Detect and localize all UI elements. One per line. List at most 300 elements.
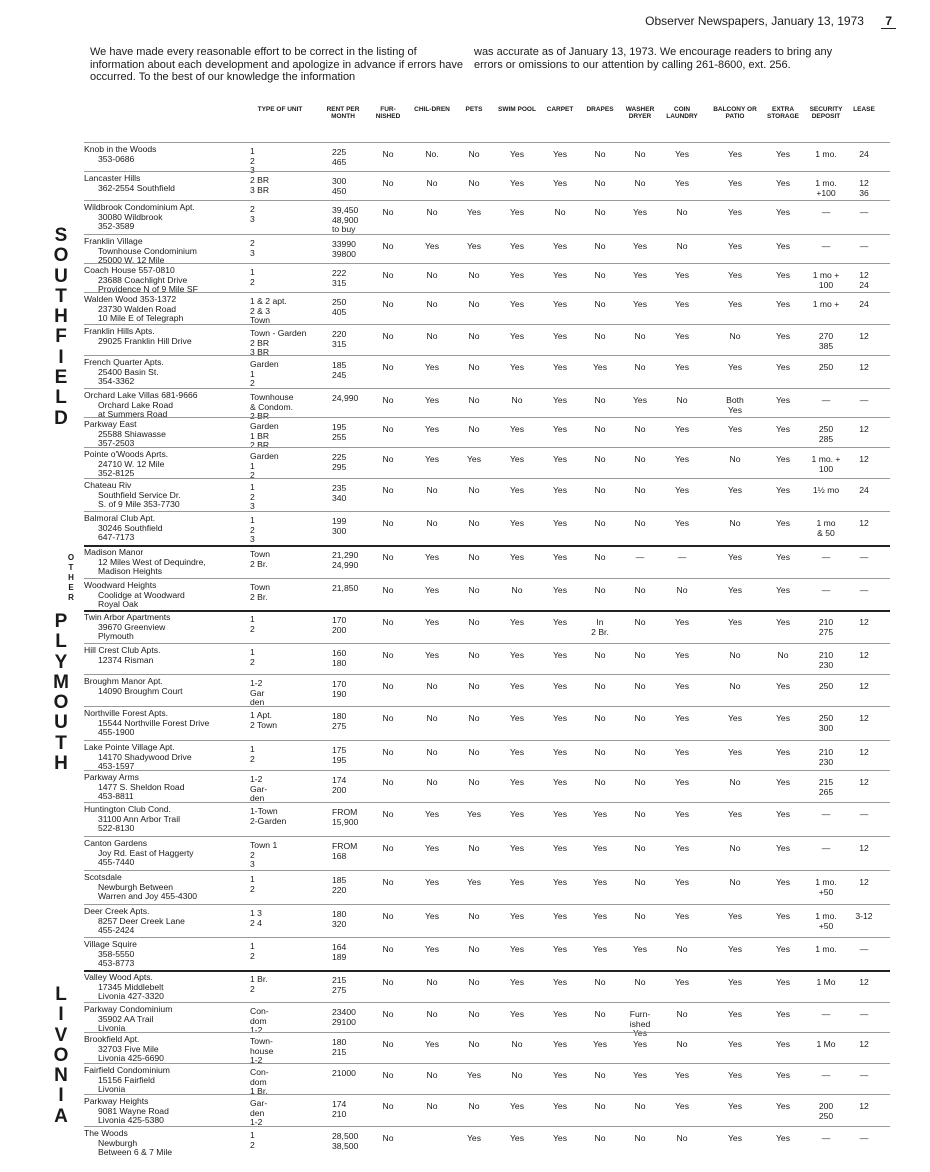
column-header: SECURITY DEPOSIT bbox=[809, 106, 843, 120]
development-name: Canton Gardens bbox=[84, 838, 148, 848]
rent-per-month: 225 295 bbox=[332, 452, 347, 472]
extra-storage-value: Yes bbox=[775, 1009, 791, 1019]
coin-laundry-value: Yes bbox=[674, 299, 690, 309]
security-deposit-value: 1 mo. +50 bbox=[815, 877, 837, 897]
pets-value: No bbox=[468, 1101, 480, 1111]
extra-storage-value: Yes bbox=[775, 518, 791, 528]
development-name: Parkway East bbox=[84, 419, 137, 429]
coin-laundry-value: Yes bbox=[674, 424, 690, 434]
security-deposit-value: 210 230 bbox=[818, 650, 834, 670]
carpet-value: Yes bbox=[552, 777, 568, 787]
lease-value: 12 bbox=[859, 1101, 869, 1111]
swim-pool-value: Yes bbox=[509, 650, 525, 660]
rent-per-month: 160 180 bbox=[332, 648, 347, 668]
rent-per-month: 174 200 bbox=[332, 775, 347, 795]
development-detail: 455-1900 bbox=[98, 727, 135, 738]
pets-value: Yes bbox=[466, 1133, 482, 1143]
pets-value: No bbox=[468, 270, 480, 280]
column-header: CARPET bbox=[546, 106, 574, 113]
lease-value: 12 bbox=[859, 331, 869, 341]
children-value: No bbox=[426, 485, 438, 495]
development-detail: 23688 Coachlight Drive bbox=[98, 274, 188, 285]
children-value: No bbox=[426, 1009, 438, 1019]
pets-value: No bbox=[468, 1009, 480, 1019]
development-name-cell bbox=[84, 677, 244, 696]
balcony-patio-value: Yes bbox=[727, 1133, 743, 1143]
table-row bbox=[84, 1126, 890, 1162]
development-detail: 14170 Shadywood Drive bbox=[98, 751, 192, 762]
carpet-value: Yes bbox=[552, 454, 568, 464]
table-row bbox=[84, 578, 890, 610]
children-value: Yes bbox=[424, 424, 440, 434]
development-name-cell bbox=[84, 174, 244, 193]
rent-per-month: 28,500 38,500 bbox=[332, 1131, 359, 1151]
carpet-value: Yes bbox=[552, 877, 568, 887]
carpet-value: Yes bbox=[552, 747, 568, 757]
carpet-value: Yes bbox=[552, 977, 568, 987]
table-row bbox=[84, 770, 890, 802]
coin-laundry-value: Yes bbox=[674, 681, 690, 691]
unit-type: 1 3 2 4 bbox=[250, 908, 262, 928]
extra-storage-value: Yes bbox=[775, 1101, 791, 1111]
table-row bbox=[84, 1032, 890, 1066]
development-detail: 30246 Southfield bbox=[98, 522, 163, 533]
security-deposit-value: 210 230 bbox=[818, 747, 834, 767]
section-letter: T bbox=[55, 285, 67, 307]
drapes-value: Yes bbox=[592, 944, 608, 954]
swim-pool-value: Yes bbox=[509, 747, 525, 757]
section-letter: A bbox=[54, 1105, 68, 1127]
children-value: No bbox=[426, 207, 438, 217]
column-header: FUR-NISHED bbox=[375, 106, 401, 120]
balcony-patio-value: Yes bbox=[727, 809, 743, 819]
children-value: Yes bbox=[424, 585, 440, 595]
pets-value: No bbox=[468, 1039, 480, 1049]
pets-value: No bbox=[468, 617, 480, 627]
washer-dryer-value: Furn- ished Yes bbox=[629, 1009, 651, 1039]
development-name-cell bbox=[84, 1129, 244, 1158]
table-row bbox=[84, 324, 890, 358]
security-deposit-value: — bbox=[821, 585, 831, 595]
pets-value: Yes bbox=[466, 207, 482, 217]
section-letter: R bbox=[68, 593, 74, 602]
development-detail: 31100 Ann Arbor Trail bbox=[98, 813, 181, 824]
coin-laundry-value: Yes bbox=[674, 650, 690, 660]
drapes-value: No bbox=[594, 424, 606, 434]
balcony-patio-value: Yes bbox=[727, 270, 743, 280]
extra-storage-value: Yes bbox=[775, 395, 791, 405]
lease-value: 24 bbox=[859, 299, 869, 309]
security-deposit-value: — bbox=[821, 552, 831, 562]
intro-right: was accurate as of January 13, 1973. We encourage readers to bring any errors or omissions to our attention by calling 261-8600, ext. 256. bbox=[474, 46, 833, 71]
balcony-patio-value: Yes bbox=[727, 585, 743, 595]
table-row bbox=[84, 836, 890, 870]
column-header: EXTRA STORAGE bbox=[766, 106, 800, 120]
unit-type: 1 2 bbox=[250, 744, 255, 764]
furnished-value: No bbox=[382, 681, 394, 691]
swim-pool-value: No bbox=[511, 1039, 523, 1049]
development-detail: 29025 Franklin Hill Drive bbox=[98, 335, 192, 346]
washer-dryer-value: No bbox=[634, 178, 646, 188]
table-row bbox=[84, 511, 890, 545]
extra-storage-value: Yes bbox=[775, 552, 791, 562]
lease-value: — bbox=[859, 1070, 869, 1080]
table-row bbox=[84, 263, 890, 295]
development-detail: Newburgh bbox=[98, 1137, 138, 1148]
rent-per-month: 23400 29100 bbox=[332, 1007, 356, 1027]
unit-type: 2 3 bbox=[250, 204, 255, 224]
security-deposit-value: 1 mo. bbox=[815, 944, 837, 954]
rent-per-month: 222 315 bbox=[332, 268, 347, 288]
drapes-value: No bbox=[594, 713, 606, 723]
intro-left: We have made every reasonable effort to be correct in the listing of information about each development and apologize in advance if errors have occurred. To the best of our knowledge the information bbox=[90, 46, 464, 83]
drapes-value: Yes bbox=[592, 809, 608, 819]
column-header: DRAPES bbox=[586, 106, 614, 113]
children-value: Yes bbox=[424, 617, 440, 627]
swim-pool-value: Yes bbox=[509, 1133, 525, 1143]
furnished-value: No bbox=[382, 1070, 394, 1080]
extra-storage-value: Yes bbox=[775, 617, 791, 627]
carpet-value: Yes bbox=[552, 713, 568, 723]
lease-value: 12 bbox=[859, 454, 869, 464]
development-name-cell bbox=[84, 1097, 244, 1126]
balcony-patio-value: Yes bbox=[727, 552, 743, 562]
carpet-value: Yes bbox=[552, 617, 568, 627]
swim-pool-value: Yes bbox=[509, 1009, 525, 1019]
extra-storage-value: Yes bbox=[775, 362, 791, 372]
coin-laundry-value: Yes bbox=[674, 270, 690, 280]
extra-storage-value: Yes bbox=[775, 977, 791, 987]
development-name-cell bbox=[84, 973, 244, 1002]
pets-value: No bbox=[468, 747, 480, 757]
carpet-value: Yes bbox=[552, 485, 568, 495]
rent-per-month: 180 275 bbox=[332, 711, 347, 731]
unit-type: 1-2 Gar den bbox=[250, 678, 265, 708]
drapes-value: No bbox=[594, 681, 606, 691]
development-name-cell bbox=[84, 873, 244, 902]
section-letter: H bbox=[54, 306, 68, 328]
development-name: Pointe o'Woods Aprts. bbox=[84, 449, 169, 459]
unit-type: 1 2 3 bbox=[250, 146, 255, 176]
table-row bbox=[84, 937, 890, 970]
development-name: Village Squire bbox=[84, 939, 137, 949]
development-detail: 14090 Broughm Court bbox=[98, 685, 183, 696]
development-detail: Plymouth bbox=[98, 631, 134, 642]
rent-per-month: 180 320 bbox=[332, 909, 347, 929]
section-letter: L bbox=[55, 631, 67, 653]
security-deposit-value: 250 300 bbox=[818, 713, 834, 733]
carpet-value: Yes bbox=[552, 809, 568, 819]
coin-laundry-value: No bbox=[676, 207, 688, 217]
unit-type: Garden 1 BR 2 BR bbox=[250, 421, 279, 451]
carpet-value: No bbox=[554, 207, 566, 217]
pets-value: No bbox=[468, 777, 480, 787]
column-header: BALCONY OR PATIO bbox=[713, 106, 757, 120]
development-detail: 35902 AA Trail bbox=[98, 1013, 154, 1024]
development-name-cell bbox=[84, 266, 244, 295]
pets-value: No bbox=[468, 911, 480, 921]
section-letter: L bbox=[55, 984, 67, 1005]
security-deposit-value: 1 mo & 50 bbox=[816, 518, 836, 538]
furnished-value: No bbox=[382, 207, 394, 217]
pets-value: No bbox=[468, 149, 480, 159]
development-name: Walden Wood 353-1372 bbox=[84, 294, 177, 304]
development-detail: Joy Rd. East of Haggerty bbox=[98, 847, 194, 858]
balcony-patio-value: Yes bbox=[727, 747, 743, 757]
development-detail: 353-0686 bbox=[98, 153, 135, 164]
pets-value: No bbox=[468, 331, 480, 341]
security-deposit-value: 1½ mo bbox=[812, 485, 840, 495]
children-value: Yes bbox=[424, 911, 440, 921]
rent-per-month: 235 340 bbox=[332, 483, 347, 503]
washer-dryer-value: Yes bbox=[632, 944, 648, 954]
pets-value: No bbox=[468, 424, 480, 434]
lease-value: 12 bbox=[859, 877, 869, 887]
unit-type: 2 3 bbox=[250, 238, 255, 258]
drapes-value: No bbox=[594, 241, 606, 251]
extra-storage-value: Yes bbox=[775, 299, 791, 309]
pets-value: Yes bbox=[466, 454, 482, 464]
development-detail: Orchard Lake Road bbox=[98, 399, 173, 410]
development-name: The Woods bbox=[84, 1128, 128, 1138]
lease-value: 12 bbox=[859, 843, 869, 853]
development-name-cell bbox=[84, 839, 244, 868]
development-name: Brookfield Apt. bbox=[84, 1034, 140, 1044]
development-detail: 358-5550 bbox=[98, 948, 135, 959]
children-value: Yes bbox=[424, 877, 440, 887]
security-deposit-value: 1 mo. + 100 bbox=[811, 454, 841, 474]
development-detail: 39670 Greenview bbox=[98, 621, 166, 632]
washer-dryer-value: Yes bbox=[632, 1039, 648, 1049]
rent-per-month: 21,850 bbox=[332, 583, 359, 593]
lease-value: — bbox=[859, 552, 869, 562]
children-value: No bbox=[426, 1101, 438, 1111]
development-name: Deer Creek Apts. bbox=[84, 906, 150, 916]
extra-storage-value: Yes bbox=[775, 843, 791, 853]
development-name: French Quarter Apts. bbox=[84, 357, 164, 367]
pets-value: No bbox=[468, 977, 480, 987]
carpet-value: Yes bbox=[552, 650, 568, 660]
balcony-patio-value: Yes bbox=[727, 1101, 743, 1111]
children-value: Yes bbox=[424, 944, 440, 954]
security-deposit-value: 1 mo. +50 bbox=[815, 911, 837, 931]
children-value: No bbox=[426, 270, 438, 280]
extra-storage-value: Yes bbox=[775, 270, 791, 280]
column-header: RENT PER MONTH bbox=[326, 106, 360, 120]
coin-laundry-value: Yes bbox=[674, 843, 690, 853]
development-detail: Madison Heights bbox=[98, 566, 163, 577]
pets-value: Yes bbox=[466, 809, 482, 819]
drapes-value: Yes bbox=[592, 843, 608, 853]
unit-type: 1 Br. 2 bbox=[250, 974, 268, 994]
furnished-value: No bbox=[382, 454, 394, 464]
furnished-value: No bbox=[382, 299, 394, 309]
furnished-value: No bbox=[382, 617, 394, 627]
development-name-cell bbox=[84, 145, 244, 164]
washer-dryer-value: Yes bbox=[632, 1070, 648, 1080]
development-name: Fairfield Condominium bbox=[84, 1065, 170, 1075]
children-value: No bbox=[426, 299, 438, 309]
children-value: Yes bbox=[424, 1039, 440, 1049]
development-name-cell bbox=[84, 295, 244, 324]
children-value: No bbox=[426, 178, 438, 188]
children-value: No bbox=[426, 747, 438, 757]
balcony-patio-value: Yes bbox=[727, 617, 743, 627]
development-detail: 455-7440 bbox=[98, 857, 135, 868]
washer-dryer-value: — bbox=[635, 552, 645, 562]
children-value: Yes bbox=[424, 552, 440, 562]
washer-dryer-value: No bbox=[634, 331, 646, 341]
development-detail: Warren and Joy 455-4300 bbox=[98, 891, 198, 902]
furnished-value: No bbox=[382, 178, 394, 188]
unit-type: 1 & 2 apt. 2 & 3 Town bbox=[250, 296, 287, 326]
lease-value: 12 bbox=[859, 617, 869, 627]
carpet-value: Yes bbox=[552, 149, 568, 159]
section-letter: O bbox=[67, 553, 75, 562]
swim-pool-value: Yes bbox=[509, 944, 525, 954]
security-deposit-value: 1 Mo bbox=[816, 1039, 836, 1049]
table-row bbox=[84, 478, 890, 511]
furnished-value: No bbox=[382, 1133, 394, 1143]
development-detail: 9081 Wayne Road bbox=[98, 1105, 169, 1116]
development-detail: Providence N of 9 Mile SF bbox=[98, 284, 198, 295]
carpet-value: Yes bbox=[552, 424, 568, 434]
rent-per-month: 250 405 bbox=[332, 297, 347, 317]
lease-value: — bbox=[859, 207, 869, 217]
pets-value: No bbox=[468, 178, 480, 188]
swim-pool-value: Yes bbox=[509, 454, 525, 464]
pets-value: No bbox=[468, 485, 480, 495]
carpet-value: Yes bbox=[552, 241, 568, 251]
swim-pool-value: Yes bbox=[509, 713, 525, 723]
development-name: Franklin Village bbox=[84, 236, 143, 246]
washer-dryer-value: Yes bbox=[632, 395, 648, 405]
drapes-value: No bbox=[594, 1101, 606, 1111]
pets-value: No bbox=[468, 299, 480, 309]
children-value: Yes bbox=[424, 650, 440, 660]
drapes-value: No bbox=[594, 454, 606, 464]
column-header: SWIM POOL bbox=[498, 106, 536, 113]
development-name: Balmoral Club Apt. bbox=[84, 513, 156, 523]
extra-storage-value: Yes bbox=[775, 1133, 791, 1143]
extra-storage-value: Yes bbox=[775, 178, 791, 188]
extra-storage-value: Yes bbox=[775, 777, 791, 787]
pets-value: No bbox=[468, 843, 480, 853]
development-name: Parkway Condominium bbox=[84, 1004, 173, 1014]
section-letter: O bbox=[53, 692, 69, 714]
table-row bbox=[84, 545, 890, 578]
coin-laundry-value: Yes bbox=[674, 617, 690, 627]
extra-storage-value: Yes bbox=[775, 331, 791, 341]
drapes-value: No bbox=[594, 518, 606, 528]
balcony-patio-value: Yes bbox=[727, 299, 743, 309]
security-deposit-value: 1 mo. bbox=[815, 149, 837, 159]
rent-per-month: 24,990 bbox=[332, 393, 359, 403]
rent-per-month: 21000 bbox=[332, 1068, 356, 1078]
furnished-value: No bbox=[382, 777, 394, 787]
coin-laundry-value: Yes bbox=[674, 713, 690, 723]
section-letter: N bbox=[54, 1065, 68, 1087]
children-value: Yes bbox=[424, 395, 440, 405]
swim-pool-value: Yes bbox=[509, 424, 525, 434]
security-deposit-value: — bbox=[821, 207, 831, 217]
rent-per-month: 39,450 48,900 to buy bbox=[332, 205, 359, 235]
coin-laundry-value: Yes bbox=[674, 178, 690, 188]
lease-value: — bbox=[859, 241, 869, 251]
development-detail: 23730 Walden Road bbox=[98, 303, 177, 314]
security-deposit-value: 210 275 bbox=[818, 617, 834, 637]
table-row bbox=[84, 740, 890, 770]
header-text: Observer Newspapers, January 13, 1973 bbox=[645, 14, 864, 28]
swim-pool-value: Yes bbox=[509, 877, 525, 887]
section-letter: U bbox=[54, 265, 68, 287]
coin-laundry-value: Yes bbox=[674, 747, 690, 757]
balcony-patio-value: Yes bbox=[727, 1039, 743, 1049]
rent-per-month: 300 450 bbox=[332, 176, 347, 196]
development-name: Lake Pointe Village Apt. bbox=[84, 742, 175, 752]
unit-type: 1 2 bbox=[250, 941, 255, 961]
unit-type: 1-Town 2-Garden bbox=[250, 806, 287, 826]
security-deposit-value: 1 mo. +100 bbox=[815, 178, 837, 198]
development-detail: 17345 Middlebelt bbox=[98, 981, 164, 992]
children-value: Yes bbox=[424, 843, 440, 853]
development-detail: at Summers Road bbox=[98, 409, 168, 420]
carpet-value: Yes bbox=[552, 681, 568, 691]
drapes-value: No bbox=[594, 149, 606, 159]
extra-storage-value: Yes bbox=[775, 1039, 791, 1049]
swim-pool-value: Yes bbox=[509, 178, 525, 188]
extra-storage-value: Yes bbox=[775, 713, 791, 723]
section-letter: Y bbox=[54, 651, 68, 673]
unit-type: Town- house 1-2 bbox=[250, 1036, 274, 1066]
section-letter: L bbox=[55, 387, 67, 409]
washer-dryer-value: No bbox=[634, 911, 646, 921]
extra-storage-value: Yes bbox=[775, 809, 791, 819]
development-name: Woodward Heights bbox=[84, 580, 157, 590]
rent-per-month: 33990 39800 bbox=[332, 239, 356, 259]
pets-value: No bbox=[468, 585, 480, 595]
coin-laundry-value: No bbox=[676, 395, 688, 405]
development-name-cell bbox=[84, 358, 244, 387]
development-detail: 10 Mile E of Telegraph bbox=[98, 313, 184, 324]
washer-dryer-value: No bbox=[634, 877, 646, 887]
swim-pool-value: Yes bbox=[509, 270, 525, 280]
development-name: Hill Crest Club Apts. bbox=[84, 645, 161, 655]
lease-value: 12 bbox=[859, 1039, 869, 1049]
table-row bbox=[84, 417, 890, 451]
balcony-patio-value: Both Yes bbox=[726, 395, 744, 415]
lease-value: — bbox=[859, 944, 869, 954]
security-deposit-value: 1 Mo bbox=[816, 977, 836, 987]
development-detail: 15544 Northville Forest Drive bbox=[98, 717, 210, 728]
extra-storage-value: Yes bbox=[775, 485, 791, 495]
section-letter: F bbox=[55, 326, 67, 348]
carpet-value: Yes bbox=[552, 362, 568, 372]
furnished-value: No bbox=[382, 747, 394, 757]
development-name-cell bbox=[84, 709, 244, 738]
furnished-value: No bbox=[382, 877, 394, 887]
table-row bbox=[84, 706, 890, 740]
development-name: Parkway Arms bbox=[84, 772, 139, 782]
pets-value: No bbox=[468, 681, 480, 691]
security-deposit-value: 250 bbox=[818, 681, 834, 691]
unit-type: Town 2 Br. bbox=[250, 582, 271, 602]
carpet-value: Yes bbox=[552, 843, 568, 853]
lease-value: 12 bbox=[859, 777, 869, 787]
coin-laundry-value: Yes bbox=[674, 149, 690, 159]
table-row bbox=[84, 870, 890, 904]
development-name: Lancaster Hills bbox=[84, 173, 141, 183]
